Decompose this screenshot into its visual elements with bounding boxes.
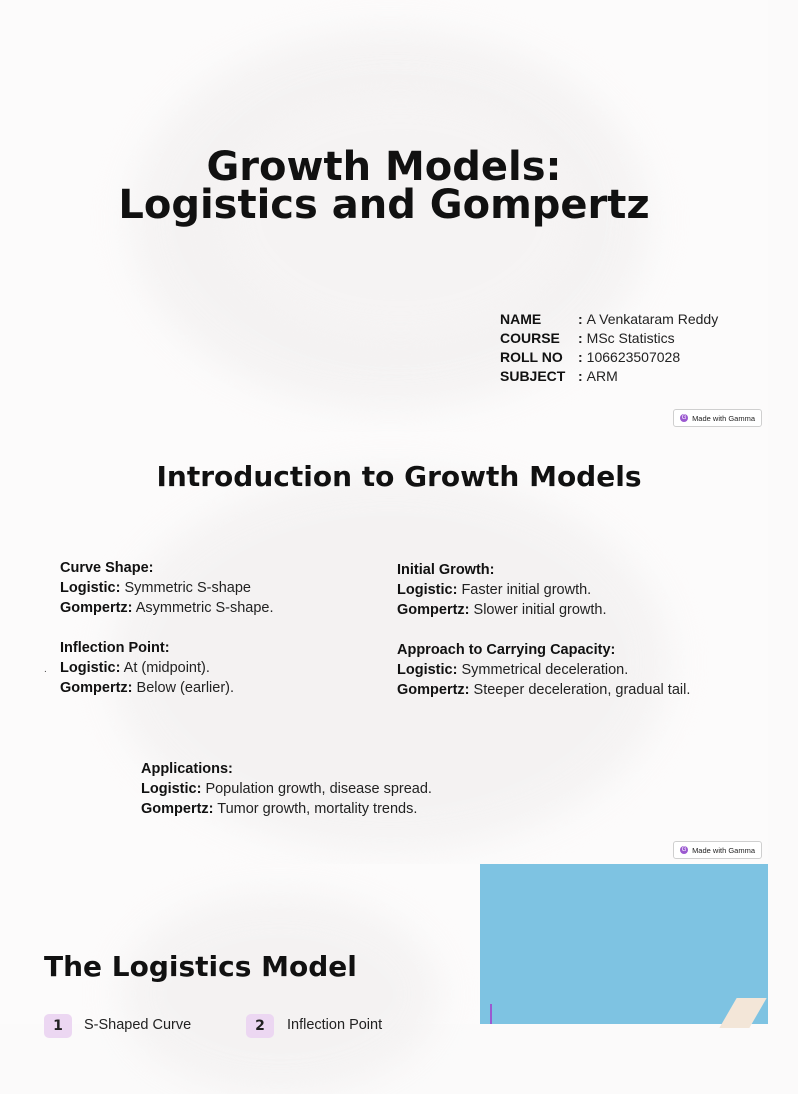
- stray-dot: .: [44, 664, 47, 675]
- accent-line: [490, 1004, 492, 1024]
- block-heading: Curve Shape:: [60, 560, 154, 576]
- info-key: COURSE: [500, 330, 560, 346]
- info-key: SUBJECT: [500, 368, 566, 384]
- item-number-chip: 1: [44, 1014, 72, 1038]
- presenter-info: [500, 310, 718, 386]
- logistic-label: Logistic:: [397, 582, 458, 598]
- gompertz-label: Gompertz:: [397, 602, 470, 618]
- info-key: NAME: [500, 311, 542, 327]
- gompertz-text: Steeper deceleration, gradual tail.: [469, 682, 691, 698]
- presentation-title: [0, 144, 768, 228]
- background-shape: [120, 894, 440, 1094]
- title-slide: [0, 0, 768, 432]
- gompertz-text: Below (earlier).: [132, 680, 235, 696]
- item-number-chip: 2: [246, 1014, 274, 1038]
- info-separator: :: [578, 349, 583, 365]
- block-heading: Inflection Point:: [60, 640, 170, 656]
- info-separator: :: [578, 368, 583, 384]
- logistic-text: Symmetric S-shape: [120, 580, 251, 596]
- gompertz-label: Gompertz:: [60, 680, 133, 696]
- curve-shape-block: [60, 558, 274, 698]
- logistic-label: Logistic:: [397, 662, 458, 678]
- slide-title: The Logistics Model: [44, 950, 357, 983]
- slide-title: Introduction to Growth Models: [156, 460, 642, 493]
- info-row-subject: [500, 367, 718, 386]
- decorative-shape: [719, 998, 766, 1028]
- badge-label: Made with Gamma: [692, 413, 755, 423]
- info-separator: :: [578, 330, 583, 346]
- gompertz-text: Tumor growth, mortality trends.: [213, 801, 418, 817]
- info-row-roll-no: [500, 348, 718, 367]
- logistic-text: Faster initial growth.: [457, 582, 592, 598]
- badge-label: Made with Gamma: [692, 845, 755, 855]
- decorative-image-panel: [480, 864, 768, 1024]
- block-heading: Applications:: [141, 761, 233, 777]
- gompertz-label: Gompertz:: [141, 801, 214, 817]
- gompertz-text: Asymmetric S-shape.: [132, 600, 274, 616]
- gompertz-label: Gompertz:: [60, 600, 133, 616]
- info-value: A Venkataram Reddy: [586, 311, 719, 327]
- logistic-label: Logistic:: [60, 660, 121, 676]
- made-with-gamma-badge[interactable]: [673, 841, 762, 859]
- title-line-1: Growth Models:: [206, 144, 562, 190]
- applications-block: [141, 759, 432, 819]
- logistics-model-slide: [0, 864, 768, 1034]
- logistic-text: Population growth, disease spread.: [201, 781, 432, 797]
- info-separator: :: [578, 311, 583, 327]
- info-value: 106623507028: [586, 349, 681, 365]
- title-line-2: Logistics and Gompertz: [118, 182, 650, 228]
- logistic-text: At (midpoint).: [120, 660, 210, 676]
- gompertz-label: Gompertz:: [397, 682, 470, 698]
- logistic-label: Logistic:: [141, 781, 202, 797]
- info-value: MSc Statistics: [586, 330, 675, 346]
- info-row-course: [500, 329, 718, 348]
- gamma-logo-icon: G: [681, 847, 687, 853]
- gompertz-text: Slower initial growth.: [469, 602, 607, 618]
- logistic-label: Logistic:: [60, 580, 121, 596]
- gamma-logo-icon: G: [681, 415, 687, 421]
- item-label: Inflection Point: [287, 1017, 383, 1033]
- block-heading: Approach to Carrying Capacity:: [397, 642, 616, 658]
- initial-growth-block: [397, 560, 690, 700]
- block-heading: Initial Growth:: [397, 562, 495, 578]
- made-with-gamma-badge[interactable]: [673, 409, 762, 427]
- info-key: ROLL NO: [500, 349, 563, 365]
- info-row-name: [500, 310, 718, 329]
- intro-slide: [0, 432, 768, 864]
- logistic-text: Symmetrical deceleration.: [457, 662, 629, 678]
- item-label: S-Shaped Curve: [84, 1017, 192, 1033]
- info-value: ARM: [586, 368, 618, 384]
